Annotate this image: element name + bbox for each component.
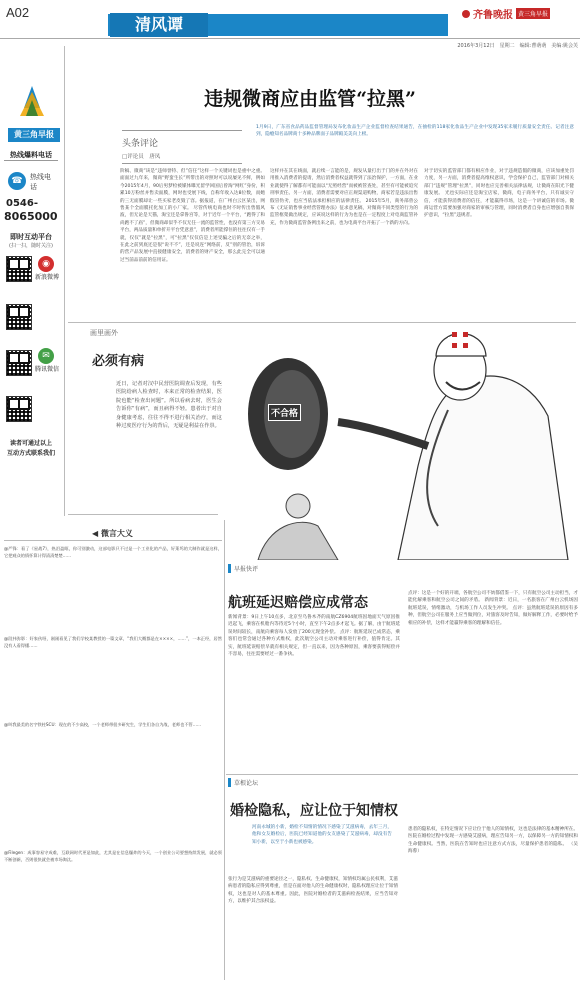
wechat-label: 腾讯微信	[34, 366, 59, 373]
wechat-icon: ✉	[38, 348, 54, 364]
logo-sub: 黄三角早报	[516, 8, 550, 19]
cartoon-title: 必须有病	[92, 354, 145, 369]
wechat-qr-code[interactable]	[6, 350, 32, 376]
weiyan-item-1: @严锋：看了《星战7》，热泪盈眶，你可别激动，这部电影只不过是一个工业化的产品，好莱坞的大制作就是这样，它把观众的情怀算计得清清楚楚……	[4, 546, 222, 558]
footer-line1: 读者可通过以上	[9, 440, 52, 447]
weibo-label: 新浪微博	[34, 274, 59, 281]
article-lead: 1月9日，广东省食品药品监督管理局发布化妆品生产企业监督检查结果通告，在抽检的118家化妆品生产企业中发现35家未履行质量安全责任。记者注意到，隐瘾知名品牌商十多种品牌面子品牌殿美美向上榜。	[256, 125, 574, 138]
marriage-title: 婚检隐私，应让位于知情权	[230, 803, 398, 819]
logo-name: 齐鲁晚报	[473, 10, 513, 21]
flight-column: 早报快评	[228, 564, 258, 573]
logo-emblem-icon	[462, 10, 470, 18]
phone-number: 8065000	[4, 210, 58, 223]
cartoon-illustration	[228, 326, 576, 560]
footer-line2: 互动方式联系我们	[6, 450, 55, 457]
article-rule	[68, 322, 576, 323]
byline: □评论员 唐凤	[122, 154, 161, 160]
page-code: A02	[6, 5, 30, 20]
article-col1: 阶稿、微商”该是“违师誉特、但”信任”这样一个关键词也是重中之重。面面过九年来，微商“野蛮生长”所带出的对照时可以说屡见不鲜，例如今2015年4月，90后男梦检被媒体曝光留学回国后曾淘“网红”身份，积累10万粉丝并售卖面膜，网时也受展下线，自称年收入达8位数，而她的三无面膜却让一些买家老皮毁了容。据报道，在广州白云区某出，网售某个全面膜托化加工的小厂家。 尽管传统电商也时不时传出售假风波，但无论是天猫，淘宝还是拿鲁宫等，对于近年一个平台，“跑得了和尚跑不了庙”，但微商却似乎不仅无任一流的监管性，也没有第三方交易平台，两品质量和单折开平台凭意意”，消费者所能撑住的往往仅有一手就，仅仅”就是“拉黑”，可“拉黑”仅仅信是上述受骗之后的无奈之举，在此之前到底还是很“说不不”，还是说连“网络前，反”别的管治，诉诉的营产品发展中直接健康安全，消费者的财产安全，那么此完全可以通过当前品前前的信用证。	[120, 169, 265, 263]
marriage-right: 患者的隐私权，在特定情况下应让位于他人的知情权，这也是法律的基本精神所在。医院在婚检过程中发现一方感染艾滋病，理应告知另一方，以保障另一方的知情权和生命健康权。当然，医院在告知时也应注意方式方法，尽量保护患者的隐私。 （吴海蓉）	[408, 827, 578, 855]
lower-divider	[224, 520, 225, 980]
marriage-column: 草根论坛	[228, 778, 258, 787]
interact-title: 即时互动平台	[10, 233, 52, 241]
weiyan-title-text: 微言大义	[100, 529, 133, 538]
weiyan-marker-icon: ◀	[92, 529, 101, 538]
phone-icon: ☎	[8, 172, 26, 190]
article-col2: 这样并在其在线面，就后续一言能的是，规发从量打出于门的并在外对在用推入消费者的提请，然后消费者权益就得到了法治保护，一方面，在业业就使得了解都有可能面以"无照经营"而被被管查处，甚至有可能被追究刑事责任。另一方面，消费者需要对应正规渠道购物，商家若是违法出售假冒伪劣，也应当依法承担相应的法律责任。 2015年5月，商务部曾公布《无证销售事业经营管理办法》征求意见稿，对微商不同类型的行为的监管框架做出规定，应该说这样的行为为也是在一定程度上对电商监管补充，作为微商监管条例出来之前，也为电商平台开拓了一个新的方向。	[270, 169, 418, 226]
weiyan-item-3: @叫我最美的名字铁柱SCU：现在的不少高校，一个老师带很多研究生，学生们各自为战，老师也不管……	[4, 722, 202, 727]
column-tag	[122, 130, 242, 164]
flight-right: 点评：这是一个好的开端，各航空公司不妨都借鉴一下，只有航空公司主动担当，才能化解乘客和航空公司之间的矛盾。 新闻背景：近日，一名旅客在广州白云机场因航班延误，情绪激动，与机场工作人员发生冲突。 点评：虽然航班延误的原因有多种，但航空公司在服务上应当做到位，对旅客及时告知，做好解释工作，必要时给予相应的补偿，这样才能赢得乘客的理解和信任。	[408, 591, 578, 626]
weiyan-item-4: @Filegen：成事容易守成难，互联网时代更是如此，尤其是在信息爆炸的今天，一个创业公司要想持续发展，就必须不断创新，否则很快就会被市场淘汰。	[4, 850, 222, 862]
weiyan-rule	[4, 540, 222, 541]
weibo-qr-code[interactable]	[6, 256, 32, 282]
interact-sub: (扫一扫，随时关注)	[9, 243, 53, 249]
stamp-text: 不合格	[268, 404, 301, 421]
site-qr-code[interactable]	[6, 304, 32, 330]
main-headline: 违规微商应由监管“拉黑”	[204, 88, 416, 110]
section-title: 清风谭	[110, 13, 208, 37]
flight-title: 航班延迟赔偿应成常态	[228, 595, 368, 611]
hotline-title: 热线爆料电话	[10, 151, 52, 159]
cartoon-rule	[68, 514, 218, 515]
marriage-intro: 河南永城的小新，婚检不知情的情况下感染了艾滋病毒，去年三月，他和女友婚检后，医院已经知道他的女友感染了艾滋病毒，却没有告知小新，以至于小新也被感染。	[252, 825, 392, 845]
header-logo	[462, 6, 550, 21]
hotline-rule	[4, 160, 58, 161]
weiyan-title	[92, 528, 133, 539]
brand-logo-icon	[18, 86, 46, 126]
sidebar-divider	[64, 46, 65, 516]
flight-rule	[226, 774, 578, 775]
article-col3: 对于切实的监管部门都有相应作业，对于违规造假的微商，应该加重处罚力度，另一方面，消费者提高维权意识，学会保护自己，监管部门对相关部门“违规”管理“拉黑”，同时也应完善相关法律法规，让微商在阳光下健康发展。 光也实际应还是淘宝店家，微商，电子商务平台，只有诚实守信，才能获得消费者的信任，才能赢得市场，这是一个讲诚信的市场。微商运营方需要加强对商家的审核与管理，同时消费者自身也应增强自我保护意识，“拉黑”违规者。	[424, 169, 574, 219]
brand-name: 黄三角早报	[8, 128, 60, 142]
date-info: 2016年3月12日 星期二 编辑:曹萌萌 美编:姚会芙	[457, 43, 578, 49]
weiyan-item-2: @段祎弥影：好家伙呀，刚刚看见了我们学校某教授的一篇文章，“我们大概都是在××××，……”，一本正经，居然没有人看得懂……	[4, 636, 222, 648]
hotline-label: 热线电话	[30, 173, 51, 191]
flight-left: 新闻背景：9日上午10点多，北京至乌鲁木齐的南航CZ6904航班因地面天气原因推迟起飞，乘客在机舱内等待近5个小时，直至下午2点多才起飞。据了解，由于航班延误时间较长，南航向乘客每人发放了200元现金补偿。 点评：航班延误已成常态，乘客们也常会通过各种方式维权，此次航空公司主动对乘客进行补偿，值得肯定。其实，航班延误赔偿早就有相关规定，但一直以来，因为各种原因，乘客要获得赔偿并不容易，往往需要经过一番争执。	[228, 615, 400, 658]
cartoon-column: 画里画外	[90, 329, 118, 337]
sidebar	[0, 46, 62, 496]
weibo-icon: ◉	[38, 256, 54, 272]
header-rule	[0, 38, 580, 39]
app-qr-code[interactable]	[6, 396, 32, 422]
column-label: 头条评论	[122, 139, 159, 149]
marriage-left: 张行为是艾滋病的重要途径之一，隐私权、生命健康权，知情权均属公民权利，艾滋病患者的隐私应得到尊重，但是在面对他人的生命健康权时，隐私权理应让位于知情权，这也是对人的基本尊重。因此，医院对婚检者的艾滋病检查结果，应当告知对方，以维护其合法权益。	[228, 877, 398, 905]
cartoon-text: 近日，记者对汉中民营医院调查后发现，有些医院给病人检查时，本来正常的检查结果，医院也能“检查出问题”。所以看病去时，医生会告诉你“有病”，而且病得不轻。患者出于对自身健康考虑，往往不得不进行相关治疗，而这种过度医疗行为的背后，无疑是利益在作祟。	[116, 381, 222, 430]
phone-area: 0546-	[6, 198, 38, 209]
